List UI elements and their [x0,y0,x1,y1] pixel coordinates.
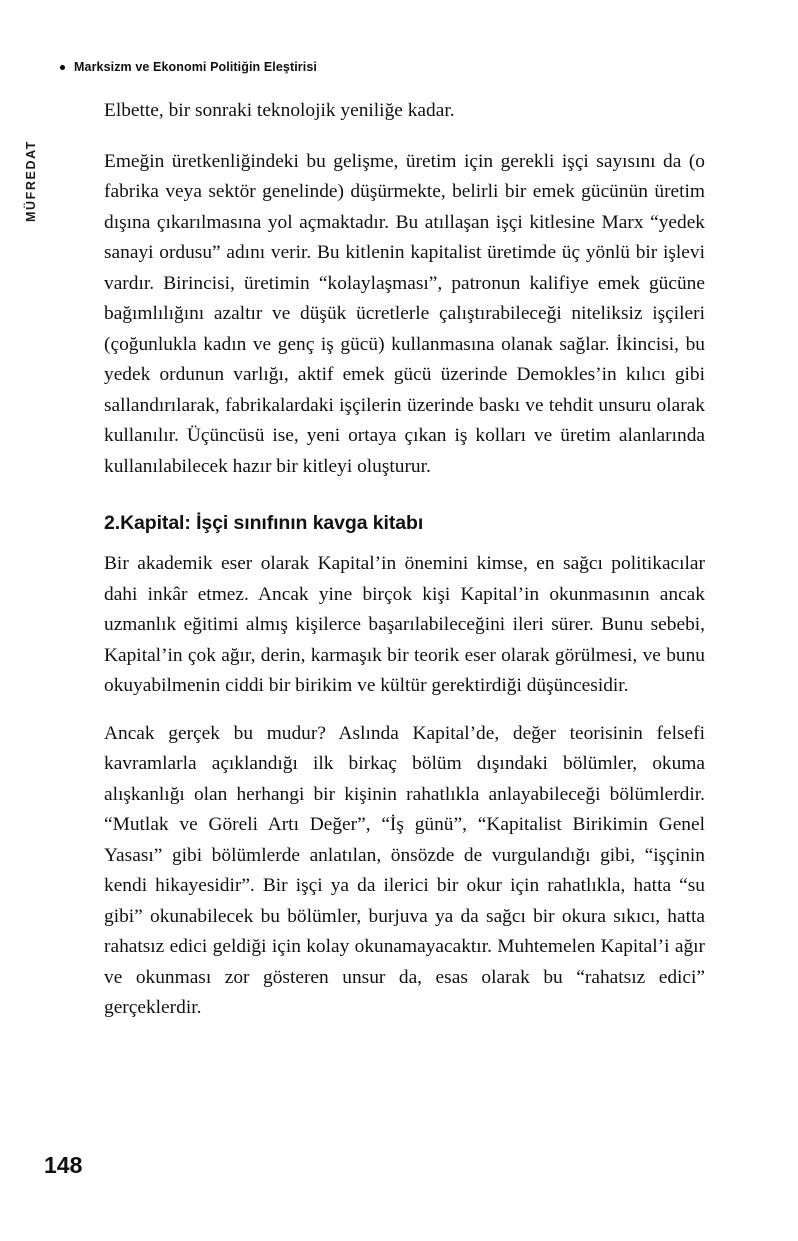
section-heading: 2.Kapital: İşçi sınıfının kavga kitabı [104,512,424,534]
text-column [104,96,705,1041]
running-head [60,60,720,74]
running-head-title: Marksizm ve Ekonomi Politiğin Eleştirisi [74,60,317,74]
paragraph: Ancak gerçek bu mudur? Aslında Kapital’de, değer teorisinin felsefi kavramlarla açıklandığı ilk birkaç bölüm dışındaki bölümler, okuma alışkanlığı olan herhangi bir kişinin rahatlıkla anlayabileceği bölümlerdir. “Mutlak ve Göreli Artı Değer”, “İş günü”, “Kapitalist Birikimin Genel Yasası” gibi bölümlerde anlatılan, önsözde de vurgulandığı gibi, “işçinin kendi hikayesidir”. Bir işçi ya da ilerici bir okur için rahatlıkla, hatta “su gibi” okunabilecek bu bölümler, burjuva ya da sağcı bir okura sıkıcı, hatta rahatsız edici geldiği için kolay okunamayacaktır. Muhtemelen Kapital’i ağır ve okunması zor gösteren unsur da, esas olarak bu “rahatsız edici” gerçeklerdir. [104,722,705,1018]
paragraph: Bir akademik eser olarak Kapital’in önemini kimse, en sağcı politikacılar dahi inkâr etmez. Ancak yine birçok kişi Kapital’in okunmasının ancak uzmanlık eğitimi almış kişilerce başarılabileceğini ileri sürer. Bunu sebebi, Kapital’in çok ağır, derin, karmaşık bir teorik eser olarak görülmesi, ve bunu okuyabilmenin ciddi bir birikim ve kültür gerektirdiği düşüncesidir. [104,553,705,696]
paragraph: Emeğin üretkenliğindeki bu gelişme, üretim için gerekli işçi sayısını da (o fabrika veya sektör genelinde) düşürmekte, belirli bir emek gücünün üretim dışına çıkarılmasına yol açmaktadır. Bu atıllaşan işçi kitlesine Marx “yedek sanayi ordusu” adını verir. Bu kitlenin kapitalist üretimde üç yönlü bir işlevi vardır. Birincisi, üretimin “kolaylaşması”, patronun kalifiye emek gücüne bağımlılığını azaltır ve düşük ücretlerle çalıştırabileceği niteliksiz işçileri (çoğunlukla kadın ve genç iş gücü) kullanmasına olanak sağlar. İkincisi, bu yedek ordunun varlığı, aktif emek gücü üzerinde Demokles’in kılıcı gibi sallandırılarak, fabrikalardaki işçilerin üzerinde baskı ve tehdit unsuru olarak kullanılır. Üçüncüsü ise, yeni ortaya çıkan iş kolları ve üretim alanlarında kullanılabilecek hazır bir kitleyi oluşturur. [104,150,705,477]
vertical-section-label: MÜFREDAT [24,139,38,222]
page-number: 148 [44,1152,83,1178]
paragraph: Elbette, bir sonraki teknolojik yeniliğe kadar. [104,100,455,121]
bullet-icon [60,65,65,70]
